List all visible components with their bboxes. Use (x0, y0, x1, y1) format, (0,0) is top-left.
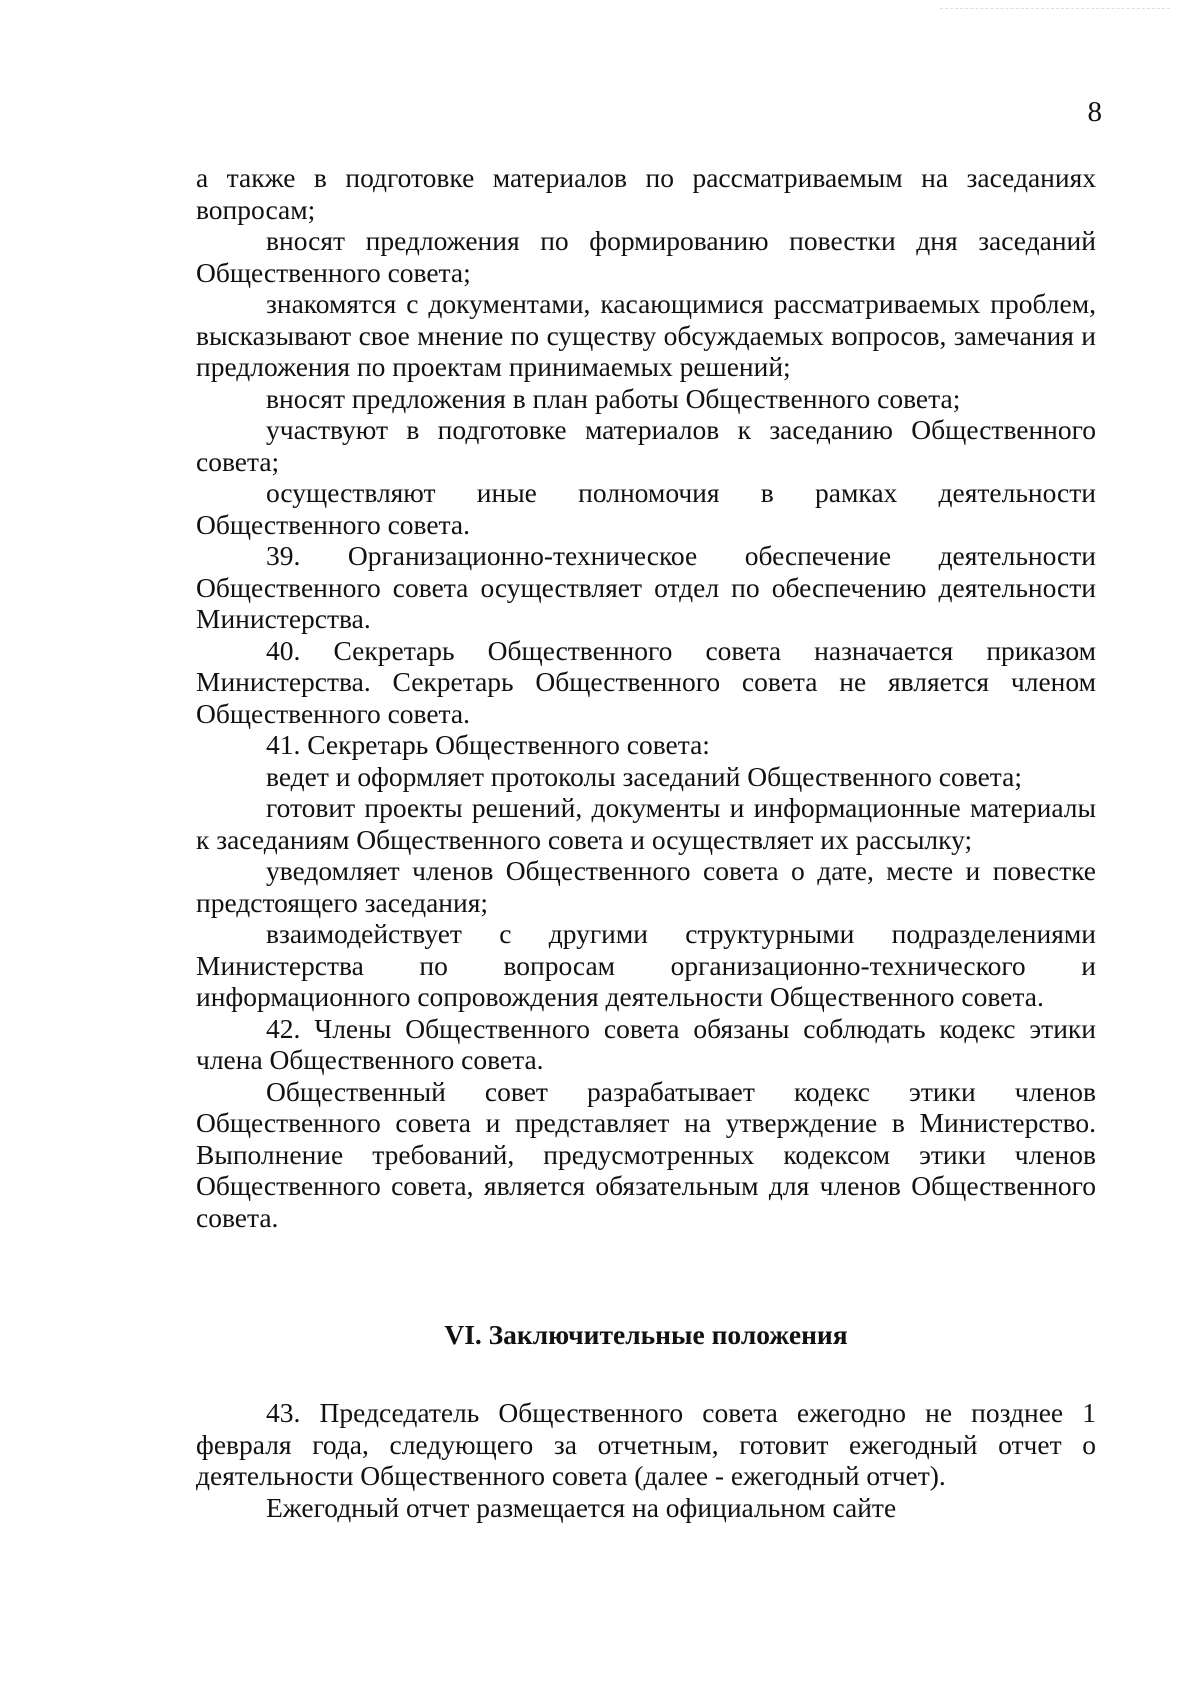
paragraph: а также в подготовке материалов по рассматриваемым на заседаниях вопросам; (196, 162, 1096, 225)
paragraph: готовит проекты решений, документы и информационные материалы к заседаниям Общественного совета и осуществляет их рассылку; (196, 792, 1096, 855)
paragraph: вносят предложения по формированию повестки дня заседаний Общественного совета; (196, 225, 1096, 288)
paragraph: Общественный совет разрабатывает кодекс этики членов Общественного совета и представляет на утверждение в Министерство. Выполнение требований, предусмотренных кодексом этики членов Общественного совета, является обязательным для членов Общественного совета. (196, 1075, 1096, 1233)
document-body (196, 162, 1096, 1523)
paragraph: вносят предложения в план работы Общественного совета; (266, 382, 961, 414)
scan-artifact (940, 8, 1170, 15)
paragraph-42: 42. Члены Общественного совета обязаны соблюдать кодекс этики члена Общественного совета. (196, 1012, 1096, 1075)
paragraph: участвуют в подготовке материалов к заседанию Общественного совета; (196, 414, 1096, 477)
paragraph: ведет и оформляет протоколы заседаний Общественного совета; (266, 760, 1022, 792)
paragraph-41: 41. Секретарь Общественного совета: (266, 729, 710, 760)
paragraph-39: 39. Организационно-техническое обеспечение деятельности Общественного совета осуществляет отдел по обеспечению деятельности Министерства. (196, 540, 1096, 634)
paragraph: Ежегодный отчет размещается на официальном сайте (266, 1491, 897, 1523)
paragraph-43: 43. Председатель Общественного совета ежегодно не позднее 1 февраля года, следующего за отчетным, готовит ежегодный отчет о деятельности Общественного совета (далее - ежегодный отчет). (196, 1397, 1096, 1491)
paragraph-40: 40. Секретарь Общественного совета назначается приказом Министерства. Секретарь Общественного совета не является членом Общественного совета. (196, 634, 1096, 729)
section-heading: VI. Заключительные положения (444, 1319, 848, 1350)
page-number: 8 (1087, 96, 1102, 128)
paragraph: знакомятся с документами, касающимися рассматриваемых проблем, высказывают свое мнение по существу обсуждаемых вопросов, замечания и предложения по проектам принимаемых решений; (196, 288, 1096, 382)
paragraph: осуществляют иные полномочия в рамках деятельности Общественного совета. (196, 477, 1096, 540)
paragraph: взаимодействует с другими структурными подразделениями Министерства по вопросам организационно-технического и информационного сопровождения деятельности Общественного совета. (196, 918, 1096, 1012)
paragraph: уведомляет членов Общественного совета о дате, месте и повестке предстоящего заседания; (196, 855, 1096, 918)
